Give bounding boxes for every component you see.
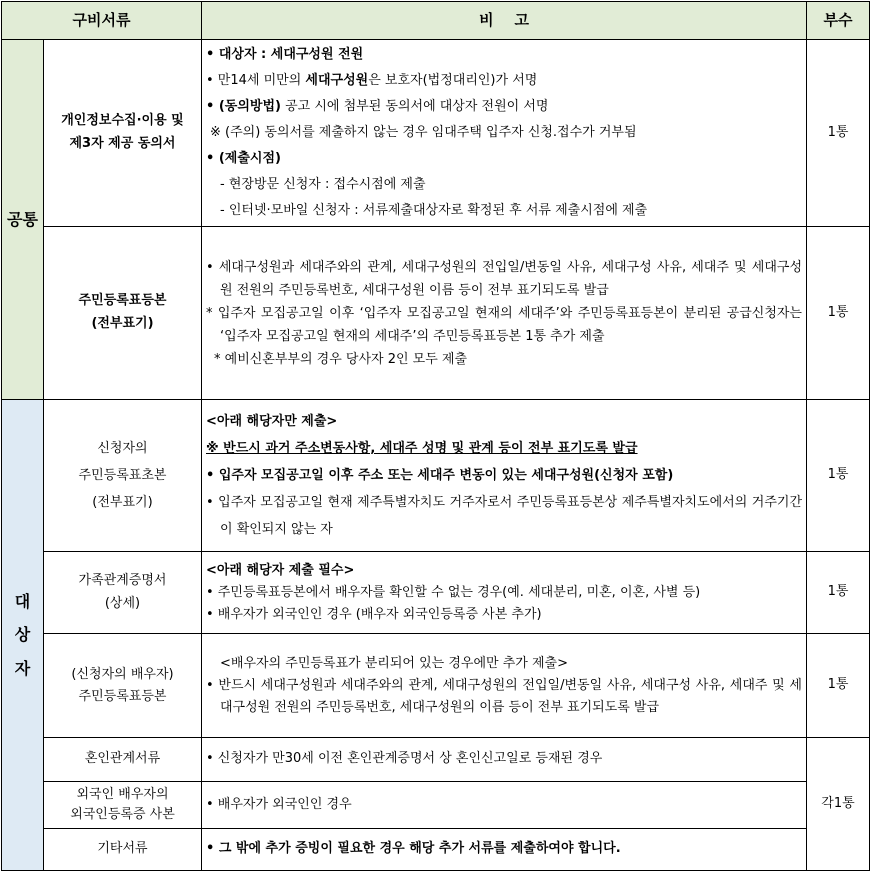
remark-line: - 인터넷·모바일 신청자 : 서류제출대상자로 확정된 후 서류 제출시점에 제출 bbox=[220, 203, 648, 218]
doc-foreign-spouse bbox=[44, 782, 202, 829]
doc-privacy-consent bbox=[44, 40, 202, 227]
table-row-foreign-spouse bbox=[2, 782, 870, 829]
doc-line: 개인정보수집·이용 및 bbox=[61, 113, 184, 129]
table-row-spouse-resident bbox=[2, 634, 870, 738]
remark-line bbox=[206, 94, 802, 120]
remarks-resident-abstract bbox=[202, 400, 807, 552]
group-char: 대 bbox=[14, 591, 31, 611]
table-row-marriage bbox=[2, 738, 870, 782]
doc-marriage: 혼인관계서류 bbox=[44, 738, 202, 782]
remark-text: 은 보호자(법정대리인)가 서명 bbox=[368, 73, 538, 88]
remark-line: ※ (주의) 동의서를 제출하지 않는 경우 임대주택 입주자 신청.접수가 거부됨 bbox=[210, 125, 637, 140]
remark-line: • 배우자가 외국인인 경우 (배우자 외국인등록증 사본 추가) bbox=[206, 606, 542, 622]
doc-other: 기타서류 bbox=[44, 829, 202, 871]
remark-line: • 입주자 모집공고일 현재 제주특별자치도 거주자로서 주민등록표등본상 제주특별자치도에서의 거주기간이 확인되지 않는 자 bbox=[206, 495, 802, 537]
doc-family-relation bbox=[44, 552, 202, 634]
remark-line: • (제출시점) bbox=[206, 151, 281, 166]
remarks-privacy bbox=[202, 40, 807, 227]
doc-spouse-resident bbox=[44, 634, 202, 738]
table-row-other bbox=[2, 829, 870, 871]
doc-line: 신청자의 bbox=[97, 441, 148, 456]
doc-line: 주민등록표초본 bbox=[78, 468, 167, 483]
table-row-privacy bbox=[2, 40, 870, 227]
remark-line bbox=[206, 68, 802, 94]
group-char: 상 bbox=[14, 625, 31, 645]
count-resident-full: 1통 bbox=[807, 227, 870, 400]
remarks-resident-full bbox=[202, 227, 807, 400]
remark-line: ※ 반드시 과거 주소변동사항, 세대주 성명 및 관계 등이 전부 표기도록 발급 bbox=[206, 441, 638, 456]
remark-line: • 그 밖에 추가 증빙이 필요한 경우 해당 추가 서류를 제출하여야 합니다. bbox=[206, 841, 621, 857]
remark-line: <배우자의 주민등록표가 분리되어 있는 경우에만 추가 제출> bbox=[220, 655, 568, 671]
remark-emph: • (동의방법) bbox=[206, 99, 281, 114]
remark-line: • 배우자가 외국인인 경우 bbox=[206, 796, 352, 812]
group-char: 자 bbox=[14, 658, 31, 678]
remark-line: • 신청자가 만30세 이전 혼인관계증명서 상 혼인신고일로 등재된 경우 bbox=[206, 751, 603, 767]
group-target bbox=[2, 400, 44, 871]
count-family: 1통 bbox=[807, 552, 870, 634]
doc-line: 주민등록표등본 bbox=[78, 293, 167, 309]
doc-line: 외국인등록증 사본 bbox=[70, 807, 175, 822]
doc-line: 가족관계증명서 bbox=[78, 572, 167, 588]
header-count: 부수 bbox=[807, 2, 870, 40]
remarks-foreign-spouse bbox=[202, 782, 807, 829]
group-common: 공통 bbox=[2, 40, 44, 400]
remark-line: * 입주자 모집공고일 이후 ‘입주자 모집공고일 현재의 세대주’와 주민등록표등본이 분리된 공급신청자는 ‘입주자 모집공고일 현재의 세대주’의 주민등록표등본 1통 추가 제출 bbox=[206, 305, 802, 344]
count-shared: 각1통 bbox=[807, 738, 870, 871]
doc-line: (신청자의 배우자) bbox=[71, 666, 174, 682]
doc-line: (상세) bbox=[104, 595, 141, 611]
remark-line: • 세대구성원과 세대주와의 관계, 세대구성원의 전입일/변동일 사유, 세대구성 사유, 세대주 및 세대구성원 전원의 주민등록번호, 세대구성원 이름 등이 전부 표기되도록 발급 bbox=[206, 259, 802, 298]
remark-line: <아래 해당자만 제출> bbox=[206, 414, 338, 429]
doc-resident-register-full bbox=[44, 227, 202, 400]
doc-resident-abstract bbox=[44, 400, 202, 552]
header-remarks: 비 고 bbox=[202, 2, 807, 40]
table-row-family bbox=[2, 552, 870, 634]
doc-line: 외국인 배우자의 bbox=[76, 787, 169, 802]
table-row-resident-abstract bbox=[2, 400, 870, 552]
count-privacy: 1통 bbox=[807, 40, 870, 227]
count-resident-abstract: 1통 bbox=[807, 400, 870, 552]
remark-emph: 세대구성원 bbox=[305, 73, 369, 88]
remark-text: 공고 시에 첨부된 동의서에 대상자 전원이 서명 bbox=[280, 99, 549, 114]
header-documents: 구비서류 bbox=[2, 2, 202, 40]
table-row-resident-full bbox=[2, 227, 870, 400]
table-header-row bbox=[2, 2, 870, 40]
remark-line: * 예비신혼부부의 경우 당사자 2인 모두 제출 bbox=[214, 351, 468, 367]
remarks-spouse-resident bbox=[202, 634, 807, 738]
remark-line: • 대상자 : 세대구성원 전원 bbox=[206, 47, 364, 62]
documents-table bbox=[1, 1, 870, 871]
count-spouse-resident: 1통 bbox=[807, 634, 870, 738]
remarks-family bbox=[202, 552, 807, 634]
doc-line: 주민등록표등본 bbox=[78, 688, 167, 704]
doc-line: (전부표기) bbox=[92, 495, 153, 510]
remark-line: • 반드시 세대구성원과 세대주와의 관계, 세대구성원의 전입일/변동일 사유, 세대구성 사유, 세대주 및 세대구성원 전원의 주민등록번호, 세대구성원의 이름 등이 전부 표기되도록 발급 bbox=[206, 677, 802, 715]
doc-line: 제3자 제공 동의서 bbox=[69, 136, 176, 151]
remarks-marriage bbox=[202, 738, 807, 782]
remark-line: • 입주자 모집공고일 이후 주소 또는 세대주 변동이 있는 세대구성원(신청자 포함) bbox=[206, 468, 674, 483]
remark-line: <아래 해당자 제출 필수> bbox=[206, 562, 355, 578]
remark-line: - 현장방문 신청자 : 접수시점에 제출 bbox=[220, 177, 426, 192]
doc-line: (전부표기) bbox=[91, 316, 154, 331]
remark-text: • 만14세 미만의 bbox=[206, 73, 306, 88]
remarks-other bbox=[202, 829, 807, 871]
remark-line: • 주민등록표등본에서 배우자를 확인할 수 없는 경우(예. 세대분리, 미혼, 이혼, 사별 등) bbox=[206, 584, 701, 600]
